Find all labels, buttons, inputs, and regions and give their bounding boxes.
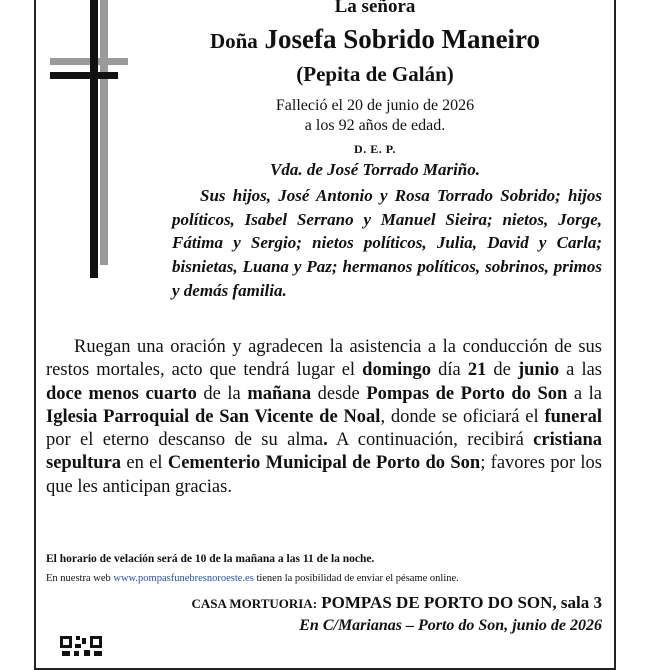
nickname: (Pepita de Galán) xyxy=(296,62,454,86)
funeral-home-value: POMPAS DE PORTO DO SON, sala 3 xyxy=(317,593,602,612)
month: junio xyxy=(517,360,560,381)
ceremony-paragraph xyxy=(46,336,602,499)
time: doce menos cuarto xyxy=(46,383,197,404)
notice-title: La señora xyxy=(334,0,416,17)
day-number: 21 xyxy=(467,360,487,381)
qr-code-icon xyxy=(60,636,104,656)
text-run: , donde se oficiará el xyxy=(380,406,545,427)
period: . xyxy=(323,430,328,451)
text-run: en el xyxy=(121,453,168,474)
funeral-word: funeral xyxy=(544,406,602,427)
place-date: En C/Marianas – Porto do Son, junio de 2026 xyxy=(299,617,602,634)
web-suffix: tienen la posibilidad de enviar el pésame online. xyxy=(253,573,459,584)
text-run: día xyxy=(431,360,468,381)
text-run: de la xyxy=(196,383,248,404)
text-run: a la xyxy=(567,383,602,404)
death-info xyxy=(150,96,600,136)
death-age: a los 92 años de edad. xyxy=(304,117,446,134)
widow-line: Vda. de José Torrado Mariño. xyxy=(269,160,480,179)
funeral-home-label: CASA MORTUORIA: xyxy=(191,596,318,611)
text-run: A continuación, recibirá xyxy=(327,430,534,451)
cemetery: Cementerio Municipal de Porto do Son xyxy=(167,453,481,474)
web-note xyxy=(46,573,602,584)
text-run: por el eterno descanso de su alma xyxy=(46,430,324,451)
day-of-week: domingo xyxy=(362,360,432,381)
text-run: ; favores por los que les anticipan gracias. xyxy=(46,453,603,497)
funeral-home xyxy=(191,593,602,613)
deceased-name xyxy=(150,24,600,55)
text-run: Ruegan una oración y agradecen la asistencia a la conducción de sus restos mortales, acto que tendrá lugar el xyxy=(46,337,602,381)
text-run: desde xyxy=(311,383,367,404)
family-list: Sus hijos, José Antonio y Rosa Torrado Sobrido; hijos políticos, Isabel Serrano y Manuel Sieira; nietos, Jorge, Fátima y Sergio; nietos políticos, Julia, David y Carla; bisnietas, Luana y Paz; hermanos políticos, sobrinos, primos y demás familia. xyxy=(172,186,602,300)
website-link[interactable]: www.pompasfunebresnoroeste.es xyxy=(113,573,254,584)
church: Iglesia Parroquial de San Vicente de Noal xyxy=(46,406,381,427)
origin-place: Pompas de Porto do Son xyxy=(366,383,568,404)
full-name: Josefa Sobrido Maneiro xyxy=(264,24,541,54)
web-prefix: En nuestra web xyxy=(46,573,114,584)
burial: cristiana sepultura xyxy=(46,430,603,474)
latin-cross-icon xyxy=(50,0,130,300)
death-date: Falleció el 20 de junio de 2026 xyxy=(275,97,475,114)
dep-text: D. E. P. xyxy=(354,142,396,156)
honorific: Doña xyxy=(209,29,258,53)
wake-hours: El horario de velación será de 10 de la mañana a las 11 de la noche. xyxy=(46,553,375,565)
time-of-day: mañana xyxy=(247,383,312,404)
text-run: de xyxy=(486,360,518,381)
text-run: a las xyxy=(559,360,602,381)
